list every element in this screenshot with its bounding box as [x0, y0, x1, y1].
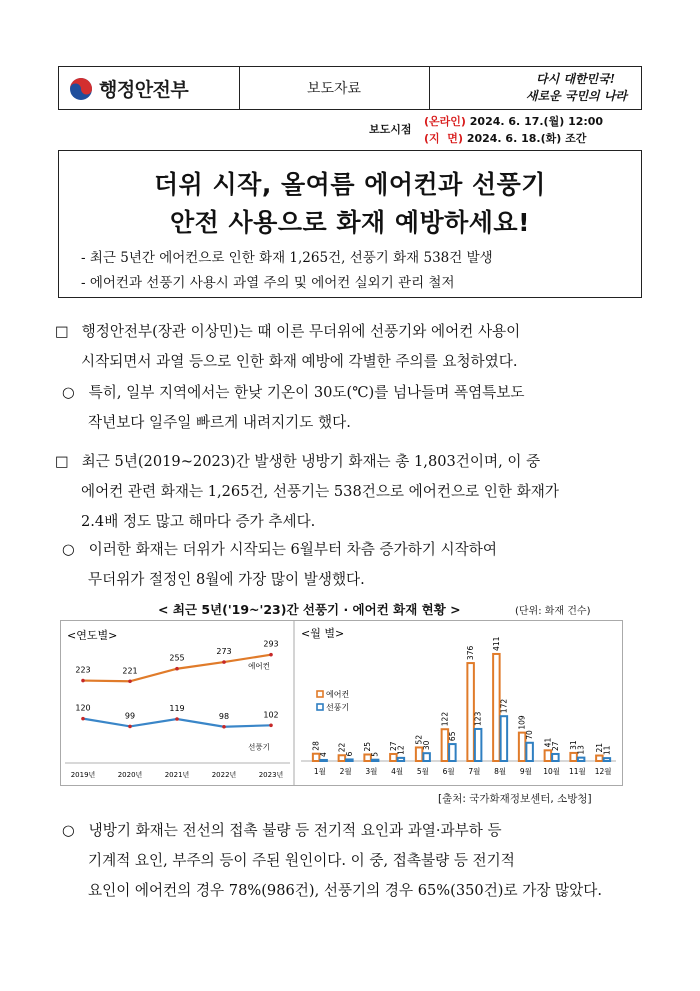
legend-swatch — [317, 691, 323, 697]
circle-bullet: ○ — [62, 541, 75, 558]
bar-선풍기 — [604, 758, 611, 761]
circle-bullet: ○ — [62, 384, 75, 401]
p5-line2: 기계적 요인, 부주의 등이 주된 원인이다. 이 중, 접촉불량 등 전기적 — [88, 852, 515, 869]
p4-line1: 이러한 화재는 더위가 시작되는 6월부터 차츰 증가하기 시작하여 — [88, 541, 497, 558]
headline-sub2: - 에어컨과 선풍기 사용시 과열 주의 및 에어컨 실외기 관리 철저 — [81, 275, 455, 291]
p3-line1: 최근 5년(2019~2023)간 발생한 냉방기 화재는 총 1,803건이며, 이 중 — [81, 453, 541, 470]
month-tick-label: 7월 — [468, 767, 481, 776]
headline-title-line1: 더위 시작, 올여름 에어컨과 선풍기 — [154, 170, 546, 199]
month-tick-label: 8월 — [494, 767, 507, 776]
chart-source: [출처: 국가화재정보센터, 소방청] — [438, 793, 592, 805]
series-name-label: 에어컨 — [248, 661, 270, 671]
paragraph-4 — [62, 535, 497, 595]
p3-line3: 2.4배 정도 많고 해마다 증가 추세다. — [81, 513, 316, 530]
month-tick-label: 5월 — [416, 767, 429, 776]
monthly-chart-title: <월 별> — [301, 627, 345, 640]
data-point — [175, 667, 179, 671]
bar-선풍기 — [526, 743, 533, 761]
data-point — [128, 725, 132, 729]
year-tick-label: 2021년 — [164, 771, 190, 779]
paper-tag: (지 면) — [424, 132, 463, 145]
data-point — [222, 725, 226, 729]
square-bullet: □ — [55, 453, 69, 470]
chart-frame — [60, 620, 623, 786]
release-paper — [424, 130, 586, 146]
data-point — [81, 717, 85, 721]
bar-value-label: 4 — [319, 752, 329, 757]
month-tick-label: 1월 — [313, 767, 326, 776]
month-tick-label: 10월 — [543, 767, 561, 776]
ministry-logo-cell — [59, 67, 240, 109]
p3-line2: 에어컨 관련 화재는 1,265건, 선풍기는 538건으로 에어컨으로 인한 화재가 — [81, 483, 559, 500]
data-point — [81, 679, 85, 683]
bar-value-label: 31 — [569, 740, 579, 750]
data-point — [175, 717, 179, 721]
year-tick-label: 2022년 — [211, 771, 237, 779]
data-point — [128, 679, 132, 683]
bar-value-label: 6 — [344, 751, 354, 757]
p1-line1: 행정안전부(장관 이상민)는 때 이른 무더위에 선풍기와 에어컨 사용이 — [81, 323, 521, 340]
p4-line2: 무더위가 절정인 8월에 가장 많이 발생했다. — [88, 571, 365, 588]
release-label: 보도시점 — [369, 123, 412, 136]
fire-stats-chart — [61, 621, 622, 785]
slogan-line2: 새로운 국민의 나라 — [525, 89, 627, 103]
bar-선풍기 — [372, 760, 379, 761]
bar-value-label: 172 — [499, 698, 509, 714]
bar-value-label: 27 — [550, 741, 560, 751]
month-tick-label: 4월 — [391, 767, 404, 776]
bar-value-label: 122 — [440, 711, 450, 727]
bar-선풍기 — [398, 758, 405, 761]
p5-line1: 냉방기 화재는 전선의 접촉 불량 등 전기적 요인과 과열·과부하 등 — [88, 822, 502, 839]
p1-line2: 시작되면서 과열 등으로 인한 화재 예방에 각별한 주의를 요청하였다. — [81, 353, 518, 370]
bar-선풍기 — [501, 716, 508, 761]
bar-value-label: 411 — [491, 636, 501, 651]
legend-label: 선풍기 — [326, 703, 350, 712]
chart-unit: (단위: 화재 건수) — [515, 606, 591, 617]
bar-선풍기 — [449, 744, 456, 761]
bar-선풍기 — [346, 759, 353, 761]
paragraph-3 — [55, 447, 559, 537]
data-label: 293 — [263, 639, 279, 649]
month-tick-label: 12월 — [594, 767, 612, 776]
bar-value-label: 25 — [363, 741, 373, 752]
headline-title-line2: 안전 사용으로 화재 예방하세요! — [170, 208, 530, 237]
data-label: 102 — [263, 710, 279, 720]
data-label: 99 — [124, 711, 136, 721]
online-tag: (온라인) — [424, 115, 466, 128]
paragraph-2 — [62, 378, 524, 438]
bar-value-label: 41 — [543, 737, 553, 748]
bar-선풍기 — [552, 754, 559, 761]
data-label: 273 — [216, 647, 232, 657]
month-tick-label: 6월 — [442, 767, 455, 776]
paragraph-5 — [62, 816, 602, 906]
bar-value-label: 70 — [525, 730, 535, 740]
bar-value-label: 27 — [388, 741, 398, 751]
data-point — [269, 653, 273, 657]
paper-time: 2024. 6. 18.(화) 조간 — [466, 132, 587, 145]
slogan-line1: 다시 대한민국! — [536, 72, 615, 86]
headline-sub1: - 최근 5년간 에어컨으로 인한 화재 1,265건, 선풍기 화재 538건 발생 — [81, 250, 493, 266]
bar-value-label: 30 — [422, 740, 432, 751]
data-label: 120 — [75, 703, 91, 713]
online-time: 2024. 6. 17.(월) 12:00 — [469, 115, 604, 128]
bar-value-label: 52 — [414, 734, 424, 745]
bar-value-label: 5 — [370, 751, 380, 757]
month-tick-label: 3월 — [365, 767, 378, 776]
chart-title: < 최근 5년('19~'23)간 선풍기 · 에어컨 화재 현황 > — [158, 602, 461, 617]
month-tick-label: 2월 — [339, 767, 352, 776]
bar-에어컨 — [596, 756, 603, 761]
data-point — [222, 660, 226, 664]
release-online — [424, 113, 603, 129]
bar-value-label: 123 — [473, 711, 483, 726]
legend-label: 에어컨 — [326, 690, 350, 699]
data-label: 98 — [218, 711, 230, 721]
square-bullet: □ — [55, 323, 69, 340]
bar-value-label: 22 — [337, 742, 347, 753]
circle-bullet: ○ — [62, 822, 75, 839]
bar-value-label: 21 — [594, 742, 604, 753]
bar-선풍기 — [578, 758, 585, 761]
bar-선풍기 — [423, 753, 430, 761]
bar-value-label: 13 — [576, 745, 586, 755]
slogan-cell — [429, 67, 641, 109]
doc-type-label: 보도자료 — [239, 67, 430, 109]
p2-line2: 작년보다 일주일 빠르게 내려지기도 했다. — [88, 414, 351, 431]
data-label: 119 — [169, 704, 185, 714]
bar-value-label: 12 — [396, 745, 406, 755]
taegeuk-logo-icon — [69, 77, 93, 101]
p2-line1: 특히, 일부 지역에서는 한낮 기온이 30도(℃)를 넘나들며 폭염특보도 — [88, 384, 525, 401]
data-point — [269, 723, 273, 727]
series-name-label: 선풍기 — [248, 742, 270, 752]
headline-box — [58, 150, 642, 298]
legend-swatch — [317, 704, 323, 710]
month-tick-label: 9월 — [519, 767, 532, 776]
p5-line3: 요인이 에어컨의 경우 78%(986건), 선풍기의 경우 65%(350건)로 가장 많았다. — [88, 882, 602, 899]
ministry-name: 행정안전부 — [99, 79, 189, 101]
year-tick-label: 2020년 — [117, 771, 143, 779]
monthly-chart — [301, 626, 616, 776]
data-label: 223 — [75, 665, 91, 675]
press-header — [58, 66, 642, 110]
bar-value-label: 109 — [517, 715, 527, 730]
bar-value-label: 11 — [602, 745, 612, 756]
bar-value-label: 65 — [447, 731, 457, 742]
year-tick-label: 2019년 — [70, 771, 96, 779]
paragraph-1 — [55, 317, 520, 377]
bar-value-label: 28 — [311, 741, 321, 751]
year-tick-label: 2023년 — [258, 771, 284, 779]
yearly-chart — [65, 628, 290, 779]
bar-선풍기 — [320, 760, 327, 761]
bar-value-label: 376 — [466, 645, 476, 661]
month-tick-label: 11월 — [568, 767, 586, 776]
data-label: 255 — [169, 653, 185, 663]
bar-선풍기 — [475, 729, 482, 761]
data-label: 221 — [122, 666, 138, 676]
yearly-chart-title: <연도별> — [67, 629, 118, 642]
